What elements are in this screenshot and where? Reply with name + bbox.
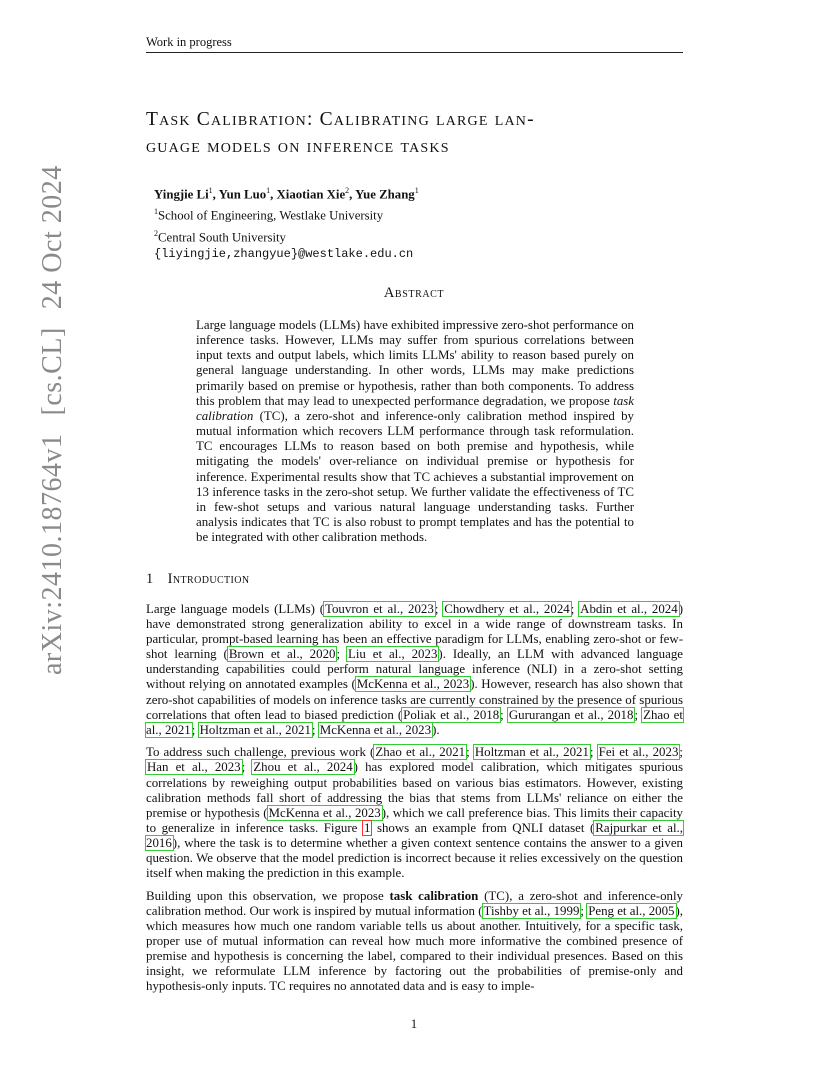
paper-title <box>146 106 686 160</box>
citation-link[interactable]: Zhao et al., 2021 <box>375 745 466 760</box>
author-names: Yingjie Li$^1$, Yun Luo$^1$, Xiaotian Xie$^2$, Yue Zhang$^1$ <box>154 186 419 202</box>
text-run: ). Ideally, an LLM with advanced language understanding capabilities could perform natural language inference (NLI) in a zero-shot setting without relying on annotated examples ( <box>146 647 684 692</box>
section-heading-introduction <box>146 571 250 588</box>
citation-link[interactable]: Brown et al., 2020 <box>228 647 336 662</box>
affiliation-1 <box>154 203 419 224</box>
citation-link[interactable]: Tishby et al., 1999 <box>483 903 580 918</box>
text-run: ; <box>589 745 598 760</box>
bold-term: task calibration <box>389 888 479 903</box>
figure-reference-link[interactable]: 1 <box>363 820 371 835</box>
text-run: ; <box>580 903 588 918</box>
text-run: ; <box>336 647 347 662</box>
arxiv-stamp <box>37 165 69 675</box>
text-run: To address such challenge, previous work ( <box>146 745 375 760</box>
paragraph-1 <box>146 602 683 738</box>
citation-link[interactable]: McKenna et al., 2023 <box>268 805 381 820</box>
affiliation-mark: 1 <box>208 186 213 195</box>
page-number: 1 <box>410 1017 418 1031</box>
abstract-text <box>196 318 634 545</box>
text-run: Building upon this observation, we propose <box>146 888 390 903</box>
author-name: Yun Luo <box>218 187 267 202</box>
text-run: ; <box>466 745 474 760</box>
text-run: Large language models (LLMs) ( <box>146 602 325 616</box>
section-title: Introduction <box>167 571 250 587</box>
text-run: ; <box>679 745 683 760</box>
abstract-text-part: (TC), a zero-shot and inference-only calibration method inspired by mutual information which recovers LLM performance through task reformulation. TC encourages LLMs to reason based on both premise and hypothesis, while mitigating the models' over-reliance on individual premise or hypothesis for inference. Experimental results show that TC achieves a substantial improvement on 13 inference tasks in the zero-shot setup. We further validate the effectiveness of TC in few-shot setups and various natural language understanding tasks. Further analysis indicates that TC is also robust to prompt templates and has the potential to be integrated with other calibration methods. <box>196 408 634 545</box>
text-run: ). <box>432 722 440 737</box>
affiliation-text: Central South University <box>158 229 286 244</box>
running-head: Work in progress <box>146 35 683 53</box>
author-block <box>154 182 419 263</box>
citation-link[interactable]: Peng et al., 2005 <box>588 903 675 918</box>
arxiv-date: 24 Oct 2024 <box>37 165 68 310</box>
citation-link[interactable]: Poliak et al., 2018 <box>403 707 500 722</box>
author-name: Yingjie Li <box>154 187 209 202</box>
citation-link[interactable]: Han et al., 2023 <box>147 760 241 775</box>
author-email: {liyingjie,zhangyue}@westlake.edu.cn <box>154 246 414 261</box>
text-run: ; <box>570 602 580 616</box>
abstract-heading: Abstract <box>383 285 445 301</box>
citation-link[interactable]: Fei et al., 2023 <box>598 745 679 760</box>
section-number: 1 <box>146 571 154 587</box>
author-name: Yue Zhang <box>355 187 415 202</box>
affiliation-number: 1 <box>154 207 158 217</box>
paragraph-2 <box>146 745 683 881</box>
text-run: ), which measures how much one random variable tells us about another. Intuitively, for a specific task, proper use of mutual information can reveal how much more informative the combined presence of premise and hypothesis is concerning the label, compared to their individual presences. Based on this insight, we reformulate LLM inference by factoring out the probabilities of premise-only and hypothesis-only inputs. TC requires no annotated data and is easy to imple- <box>146 903 684 994</box>
text-run: ) have demonstrated strong generalization ability to excel in a wide range of downstream tasks. In particular, prompt-based learning has been an effective paradigm for LLMs, enabling zero-shot or few-shot learning ( <box>146 602 683 662</box>
affiliation-mark: 1 <box>266 186 271 195</box>
abstract-text-part: Large language models (LLMs) have exhibited impressive zero-shot performance on inference tasks. However, LLMs may suffer from spurious correlations between input texts and output labels, which limits LLMs' ability to reason based purely on general language understanding. In other words, LLMs may make predictions primarily based on premise or hypothesis, rather than both components. To address this problem that may lead to unexpected performance degradation, we propose <box>196 318 634 408</box>
text-run: ; <box>191 722 199 737</box>
author-name: Xiaotian Xie <box>276 187 346 202</box>
text-run: shows an example from QNLI dataset ( <box>371 820 595 835</box>
citation-link[interactable]: Touvron et al., 2023 <box>325 602 434 616</box>
affiliation-number: 2 <box>154 228 158 238</box>
affiliation-text: School of Engineering, Westlake University <box>158 208 384 223</box>
text-run: ; <box>434 602 444 616</box>
citation-link[interactable]: Chowdhery et al., 2024 <box>444 602 570 616</box>
text-run: ), where the task is to determine whether a given context sentence contains the answer to a given question. We observe that the model prediction is incorrect because it relies excessively on the question itself when making the prediction in this example. <box>146 835 683 881</box>
citation-link[interactable]: Liu et al., 2023 <box>347 647 438 662</box>
affiliation-mark: 1 <box>414 186 419 195</box>
affiliation-mark: 2 <box>345 186 350 195</box>
citation-link[interactable]: Abdin et al., 2024 <box>580 602 678 616</box>
text-run: ; <box>634 707 643 722</box>
abstract-emphasis: task calibration <box>196 393 634 423</box>
citation-link[interactable]: Holtzman et al., 2021 <box>199 722 311 737</box>
title-line-1: Task Calibration: Calibrating large lan- <box>146 109 535 130</box>
affiliation-2 <box>154 225 419 246</box>
text-run: ; <box>500 707 508 722</box>
citation-link[interactable]: Gururangan et al., 2018 <box>508 707 634 722</box>
citation-link[interactable]: Holtzman et al., 2021 <box>474 745 589 760</box>
text-run: (TC), a zero-shot and inference-only calibration method. Our work is inspired by mutual information ( <box>146 888 684 918</box>
citation-link[interactable]: McKenna et al., 2023 <box>319 722 432 737</box>
citation-link[interactable]: Zhou et al., 2024 <box>253 760 353 775</box>
text-run: ; <box>241 760 253 775</box>
text-run: ). However, research has also shown that zero-shot capabilities of models on inference tasks are currently constrained by the presence of spurious correlations that often lead to biased prediction ( <box>146 677 683 722</box>
arxiv-category: [cs.CL] <box>37 327 68 416</box>
arxiv-id: arXiv:2410.18764v1 <box>37 433 68 675</box>
citation-link[interactable]: Zhao et al., 2021 <box>146 707 683 737</box>
paragraph-3 <box>146 889 683 995</box>
citation-link[interactable]: McKenna et al., 2023 <box>356 677 470 692</box>
introduction-body <box>146 602 683 1002</box>
citation-link[interactable]: Rajpurkar et al., 2016 <box>146 820 684 850</box>
title-line-2: guage models on inference tasks <box>146 136 450 157</box>
text-run: ; <box>311 722 319 737</box>
text-run: ), which we call preference bias. This limits their capacity to generalize in inference tasks. Figure <box>146 805 683 835</box>
text-run: ) has explored model calibration, which mitigates spurious correlations by reweighing output probabilities based on various bias estimators. However, existing calibration methods fall short of addressing the bias that stems from LLMs' reliance on either the premise or hypothesis ( <box>146 760 683 820</box>
